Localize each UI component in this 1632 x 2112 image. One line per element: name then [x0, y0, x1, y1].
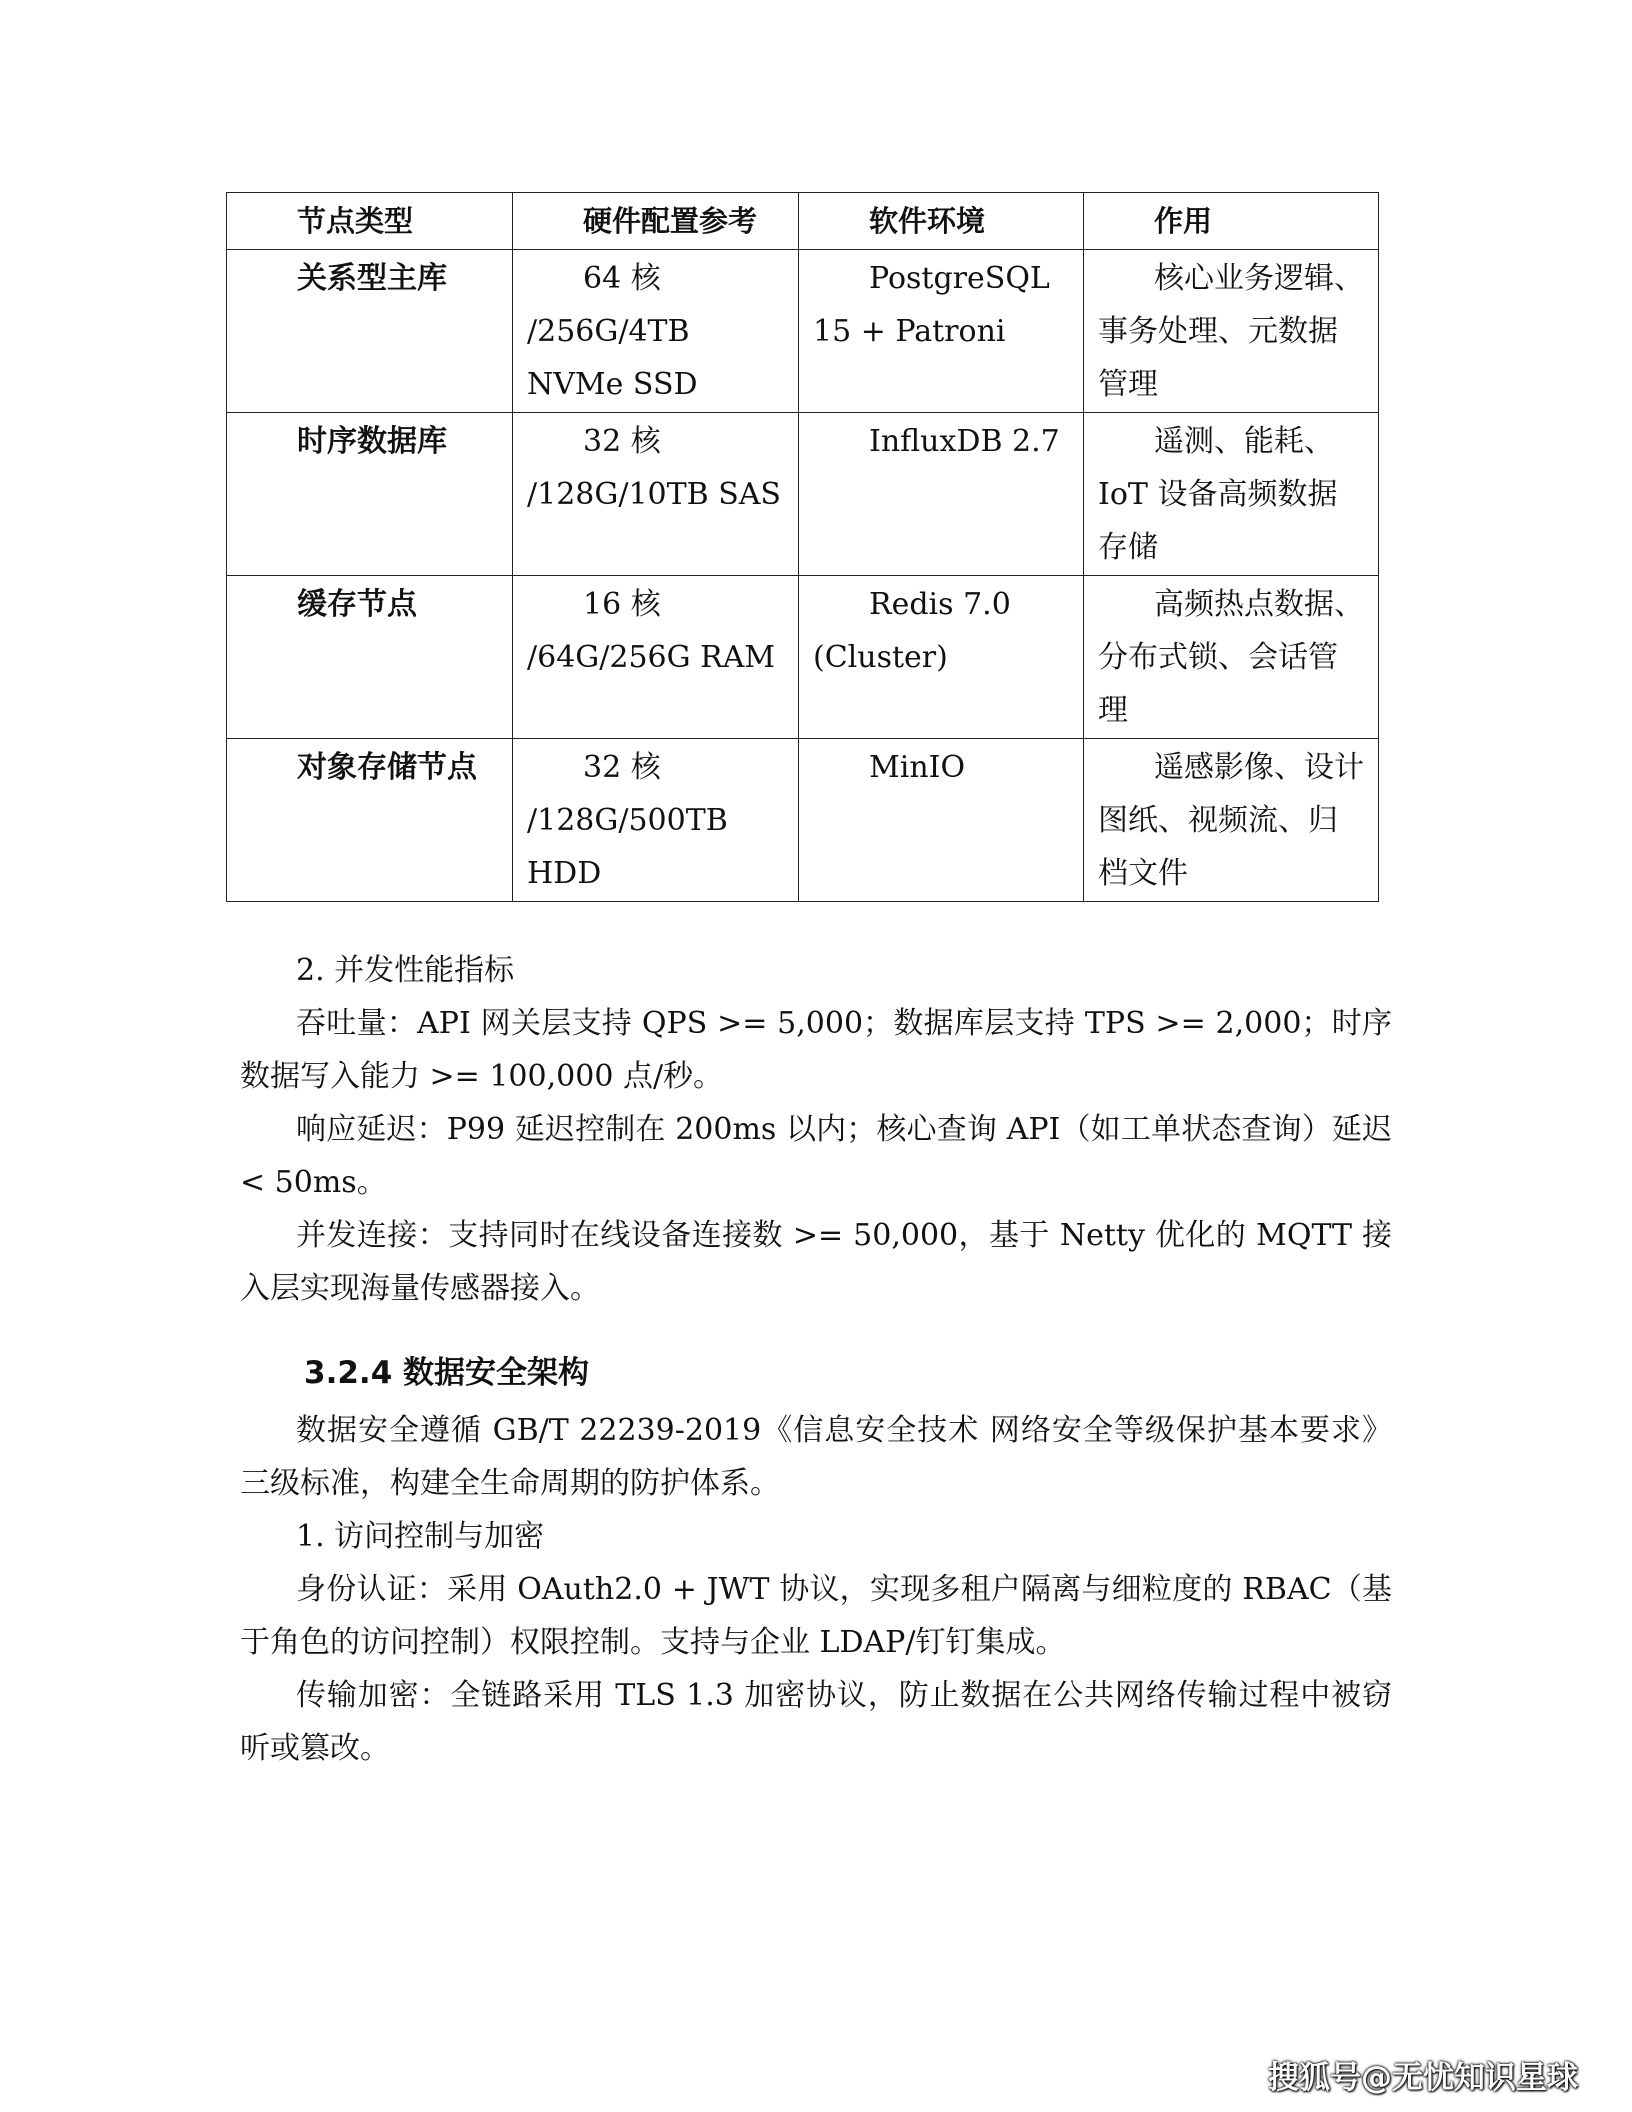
- cell-node-type: 时序数据库: [227, 413, 513, 576]
- table-row: [227, 250, 1379, 413]
- header-role: 作用: [1084, 193, 1379, 250]
- cell-software: Redis 7.0 (Cluster): [799, 576, 1084, 739]
- auth-paragraph: 身份认证：采用 OAuth2.0 + JWT 协议，实现多租户隔离与细粒度的 RBAC（基于角色的访问控制）权限控制。支持与企业 LDAP/钉钉集成。: [240, 1572, 1392, 1660]
- header-hardware: 硬件配置参考: [513, 193, 799, 250]
- header-software: 软件环境: [799, 193, 1084, 250]
- cell-role: 遥感影像、设计图纸、视频流、归档文件: [1084, 739, 1379, 902]
- table-row: [227, 576, 1379, 739]
- throughput-paragraph: 吞吐量：API 网关层支持 QPS >= 5,000；数据库层支持 TPS >= 2,000；时序数据写入能力 >= 100,000 点/秒。: [240, 1006, 1392, 1094]
- cell-node-type: 对象存储节点: [227, 739, 513, 902]
- cell-hardware: 32 核 /128G/500TB HDD: [513, 739, 799, 902]
- cell-role: 核心业务逻辑、事务处理、元数据管理: [1084, 250, 1379, 413]
- transport-paragraph: 传输加密：全链路采用 TLS 1.3 加密协议，防止数据在公共网络传输过程中被窃听或篡改。: [240, 1678, 1392, 1766]
- table-row: [227, 413, 1379, 576]
- cell-hardware: 16 核 /64G/256G RAM: [513, 576, 799, 739]
- concurrency-paragraph: 并发连接：支持同时在线设备连接数 >= 50,000，基于 Netty 优化的 MQTT 接入层实现海量传感器接入。: [240, 1218, 1392, 1306]
- perf-item-title: 2. 并发性能指标: [296, 953, 515, 988]
- cell-node-type: 关系型主库: [227, 250, 513, 413]
- header-node-type: 节点类型: [227, 193, 513, 250]
- cell-hardware: 64 核 /256G/4TB NVMe SSD: [513, 250, 799, 413]
- latency-paragraph: 响应延迟：P99 延迟控制在 200ms 以内；核心查询 API（如工单状态查询）延迟 < 50ms。: [240, 1112, 1392, 1200]
- watermark: 搜狐号@无忧知识星球: [1268, 2060, 1578, 2096]
- section-heading: 3.2.4 数据安全架构: [304, 1355, 590, 1391]
- cell-hardware: 32 核 /128G/10TB SAS: [513, 413, 799, 576]
- cell-software: InfluxDB 2.7: [799, 413, 1084, 576]
- cell-software: PostgreSQL 15 + Patroni: [799, 250, 1084, 413]
- node-config-table: [226, 192, 1379, 902]
- security-section: [240, 1404, 1392, 1775]
- security-item-title: 1. 访问控制与加密: [296, 1519, 545, 1554]
- security-intro-paragraph: 数据安全遵循 GB/T 22239-2019《信息安全技术 网络安全等级保护基本要求》三级标准，构建全生命周期的防护体系。: [240, 1413, 1392, 1501]
- cell-node-type: 缓存节点: [227, 576, 513, 739]
- cell-role: 高频热点数据、分布式锁、会话管理: [1084, 576, 1379, 739]
- table-header-row: [227, 193, 1379, 250]
- cell-software: MinIO: [799, 739, 1084, 902]
- table-row: [227, 739, 1379, 902]
- performance-section: [240, 944, 1392, 1315]
- cell-role: 遥测、能耗、IoT 设备高频数据存储: [1084, 413, 1379, 576]
